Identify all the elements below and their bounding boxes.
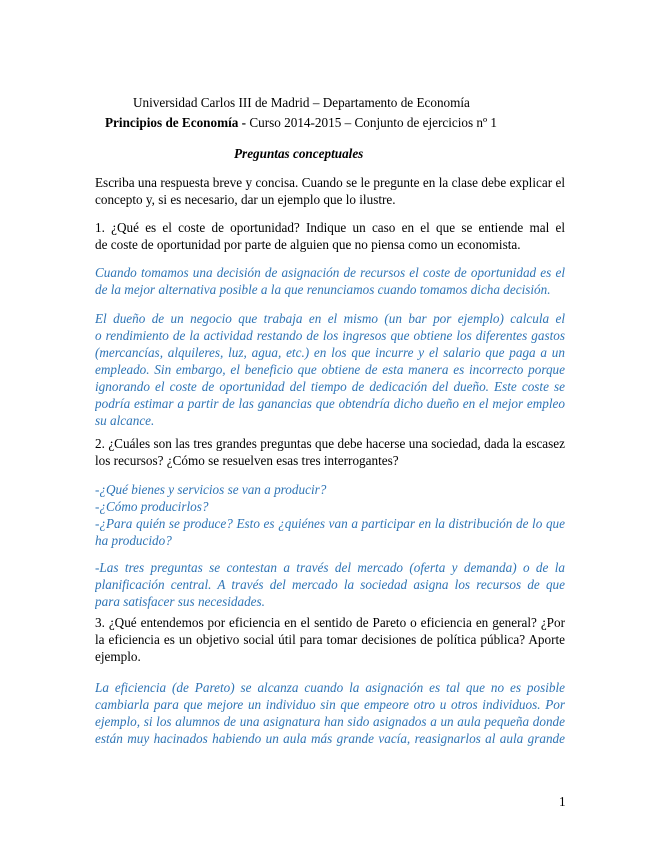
- text-line: cambiarla para que mejore un individuo sin que empeore otro u otros individuos. Por: [95, 697, 565, 712]
- list-item: -¿Qué bienes y servicios se van a producir?: [95, 482, 327, 497]
- text-line: La eficiencia (de Pareto) se alcanza cuando la asignación es tal que no es posible: [95, 680, 565, 695]
- text-line: la eficiencia es un objetivo social útil para tomar decisiones de política pública? Aporte: [95, 632, 565, 647]
- list-item: -¿Cómo producirlos?: [95, 499, 209, 514]
- course-title: Principios de Economía -: [105, 115, 247, 130]
- text-line: ignorando el coste de oportunidad del tiempo de dedicación del dueño. Este coste se: [95, 379, 565, 394]
- text-line: de coste de oportunidad por parte de alguien que no piensa como un economista.: [95, 237, 521, 252]
- text-line: para satisfacer sus necesidades.: [95, 594, 265, 609]
- text-line: su alcance.: [95, 413, 155, 428]
- text-line: o rendimiento de la actividad restando de los ingresos que obtiene los diferentes gastos: [95, 328, 565, 343]
- text-line: planificación central. A través del mercado la sociedad asigna los recursos de que: [95, 577, 565, 592]
- list-item: -¿Para quién se produce? Esto es ¿quiénes van a participar en la distribución de lo que: [95, 516, 565, 531]
- text-line: de la mejor alternativa posible a la que renunciamos cuando tomamos dicha decisión.: [95, 282, 551, 297]
- answer-2-list: [95, 481, 565, 549]
- instructions-paragraph: [95, 174, 565, 208]
- answer-2-paragraph: [95, 559, 565, 610]
- answer-3-paragraph: [95, 679, 565, 747]
- list-item: ha producido?: [95, 533, 172, 548]
- section-title: Preguntas conceptuales: [234, 146, 364, 161]
- text-line: 2. ¿Cuáles son las tres grandes preguntas que debe hacerse una sociedad, dada la escasez: [95, 436, 565, 451]
- answer-1-paragraph-2: [95, 310, 565, 429]
- text-line: (mercancías, alquileres, luz, agua, etc.) en los que incurre y el salario que paga a un: [95, 345, 565, 360]
- text-line: 1. ¿Qué es el coste de oportunidad? Indique un caso en el que se entiende mal el: [95, 220, 565, 235]
- answer-1-paragraph-1: [95, 264, 565, 298]
- text-line: 3. ¿Qué entendemos por eficiencia en el sentido de Pareto o eficiencia en general? ¿Por: [95, 615, 565, 630]
- text-line: El dueño de un negocio que trabaja en el mismo (un bar por ejemplo) calcula el: [95, 311, 565, 326]
- university-header: Universidad Carlos III de Madrid – Departamento de Economía: [133, 95, 470, 110]
- question-1: [95, 219, 565, 253]
- text-line: los recursos? ¿Cómo se resuelven esas tres interrogantes?: [95, 453, 399, 468]
- page-number: 1: [559, 794, 566, 809]
- text-line: ejemplo.: [95, 649, 141, 664]
- text-line: podría estimar a partir de las ganancias que obtendría dicho dueño en el mejor empleo: [95, 396, 565, 411]
- text-line: concepto y, si es necesario, dar un ejemplo que lo ilustre.: [95, 192, 396, 207]
- text-line: Escriba una respuesta breve y concisa. Cuando se le pregunte en la clase debe explicar el: [95, 175, 565, 190]
- text-line: Cuando tomamos una decisión de asignación de recursos el coste de oportunidad es el: [95, 265, 565, 280]
- text-line: ejemplo, si los alumnos de una asignatura han sido asignados a un aula pequeña donde: [95, 714, 565, 729]
- course-details: Curso 2014-2015 – Conjunto de ejercicios nº 1: [246, 115, 498, 130]
- text-line: empleado. Sin embargo, el beneficio que obtiene de esta manera es incorrecto porque: [95, 362, 565, 377]
- question-2: [95, 435, 565, 469]
- course-header: [105, 114, 497, 131]
- text-line: -Las tres preguntas se contestan a través del mercado (oferta y demanda) o de la: [95, 560, 565, 575]
- question-3: [95, 614, 565, 665]
- text-line: están muy hacinados habiendo un aula más grande vacía, reasignarlos al aula grande: [95, 731, 565, 746]
